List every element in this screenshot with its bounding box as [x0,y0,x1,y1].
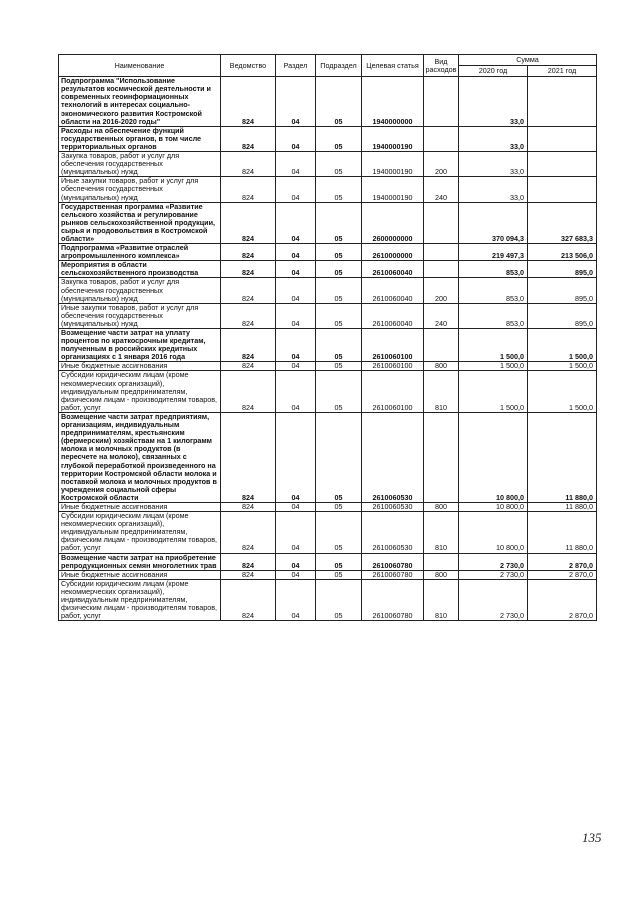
cell-name: Иные бюджетные ассигнования [59,362,221,371]
cell-dept: 824 [221,553,276,570]
cell-section: 04 [276,278,316,303]
cell-name: Субсидии юридическим лицам (кроме некоммерческих организаций), индивидуальным предпринимателям, физическим лицам - производителям товаров, работ, услуг [59,512,221,553]
cell-section: 04 [276,244,316,261]
cell-kind: 800 [424,362,459,371]
cell-2021 [528,152,597,177]
cell-target: 2610060100 [362,371,424,412]
cell-subsection: 05 [316,579,362,620]
cell-subsection: 05 [316,412,362,502]
cell-2020: 2 730,0 [459,570,528,579]
cell-name: Иные бюджетные ассигнования [59,570,221,579]
cell-dept: 824 [221,77,276,127]
cell-section: 04 [276,177,316,202]
table-row [59,329,597,362]
cell-dept: 824 [221,126,276,151]
cell-2021: 895,0 [528,261,597,278]
cell-2020: 1 500,0 [459,362,528,371]
cell-subsection: 05 [316,77,362,127]
cell-2020: 33,0 [459,126,528,151]
table-row [59,553,597,570]
cell-2020: 2 730,0 [459,579,528,620]
cell-section: 04 [276,329,316,362]
cell-target: 2610060100 [362,362,424,371]
cell-target: 2610060100 [362,329,424,362]
cell-2021 [528,177,597,202]
table-row [59,303,597,328]
cell-2021: 895,0 [528,303,597,328]
cell-section: 04 [276,202,316,243]
cell-target: 1940000190 [362,177,424,202]
cell-2020: 1 500,0 [459,371,528,412]
table-row [59,77,597,127]
header-name: Наименование [59,55,221,77]
cell-subsection: 05 [316,126,362,151]
cell-subsection: 05 [316,244,362,261]
cell-2020: 33,0 [459,152,528,177]
cell-kind: 810 [424,512,459,553]
cell-2020: 10 800,0 [459,502,528,511]
table-row [59,512,597,553]
header-sum: Сумма [459,55,597,66]
header-2020: 2020 год [459,66,528,77]
cell-target: 2610060530 [362,502,424,511]
cell-section: 04 [276,362,316,371]
cell-subsection: 05 [316,502,362,511]
cell-2020: 2 730,0 [459,553,528,570]
cell-kind: 240 [424,303,459,328]
cell-kind [424,244,459,261]
cell-section: 04 [276,261,316,278]
cell-dept: 824 [221,502,276,511]
cell-subsection: 05 [316,512,362,553]
cell-kind [424,126,459,151]
cell-subsection: 05 [316,553,362,570]
table-body [59,77,597,621]
table-row [59,152,597,177]
cell-section: 04 [276,303,316,328]
cell-2021: 1 500,0 [528,362,597,371]
cell-target: 2610060040 [362,278,424,303]
cell-dept: 824 [221,303,276,328]
cell-dept: 824 [221,244,276,261]
cell-2021: 1 500,0 [528,329,597,362]
cell-section: 04 [276,579,316,620]
cell-section: 04 [276,502,316,511]
cell-target: 2610000000 [362,244,424,261]
table-row [59,126,597,151]
cell-target: 2610060040 [362,261,424,278]
cell-dept: 824 [221,412,276,502]
cell-section: 04 [276,553,316,570]
cell-subsection: 05 [316,278,362,303]
cell-name: Возмещение части затрат на приобретение репродукционных семян многолетних трав [59,553,221,570]
table-row [59,244,597,261]
cell-name: Подпрограмма "Использование результатов космической деятельности и современных геоинформационных технологий в интересах социально-экономического развития Костромской области на 2016-2020 годы" [59,77,221,127]
table-row [59,202,597,243]
cell-2021: 11 880,0 [528,502,597,511]
header-kind: Вид расходов [424,55,459,77]
cell-dept: 824 [221,152,276,177]
cell-kind [424,261,459,278]
cell-dept: 824 [221,579,276,620]
cell-subsection: 05 [316,362,362,371]
cell-name: Субсидии юридическим лицам (кроме некоммерческих организаций), индивидуальным предпринимателям, физическим лицам - производителям товаров, работ, услуг [59,371,221,412]
header-2021: 2021 год [528,66,597,77]
cell-name: Закупка товаров, работ и услуг для обеспечения государственных (муниципальных) нужд [59,152,221,177]
cell-name: Иные закупки товаров, работ и услуг для обеспечения государственных (муниципальных) нужд [59,303,221,328]
cell-target: 2610060530 [362,512,424,553]
cell-kind [424,553,459,570]
cell-2021 [528,77,597,127]
cell-2020: 370 094,3 [459,202,528,243]
cell-2020: 853,0 [459,303,528,328]
cell-target: 2610060040 [362,303,424,328]
cell-kind: 200 [424,278,459,303]
cell-kind: 800 [424,502,459,511]
cell-kind [424,77,459,127]
table-row [59,371,597,412]
cell-target: 2610060780 [362,579,424,620]
cell-kind [424,412,459,502]
cell-2021: 2 870,0 [528,570,597,579]
cell-2020: 10 800,0 [459,412,528,502]
cell-dept: 824 [221,512,276,553]
cell-section: 04 [276,512,316,553]
cell-target: 1940000190 [362,126,424,151]
cell-name: Субсидии юридическим лицам (кроме некоммерческих организаций), индивидуальным предпринимателям, физическим лицам - производителям товаров, работ, услуг [59,579,221,620]
cell-name: Подпрограмма «Развитие отраслей агропромышленного комплекса» [59,244,221,261]
cell-2021: 2 870,0 [528,553,597,570]
cell-2021: 11 880,0 [528,412,597,502]
cell-dept: 824 [221,177,276,202]
cell-kind: 810 [424,579,459,620]
cell-subsection: 05 [316,371,362,412]
cell-section: 04 [276,126,316,151]
cell-2021: 213 506,0 [528,244,597,261]
cell-subsection: 05 [316,329,362,362]
header-subsection: Подраздел [316,55,362,77]
table-row [59,278,597,303]
cell-kind [424,329,459,362]
cell-subsection: 05 [316,261,362,278]
cell-dept: 824 [221,202,276,243]
cell-name: Расходы на обеспечение функций государственных органов, в том числе территориальных органов [59,126,221,151]
cell-dept: 824 [221,371,276,412]
cell-subsection: 05 [316,177,362,202]
cell-name: Государственная программа «Развитие сельского хозяйства и регулирование рынков сельскохозяйственной продукции, сырья и продовольствия в Костромской области» [59,202,221,243]
cell-section: 04 [276,77,316,127]
cell-name: Возмещение части затрат предприятиям, организациям, индивидуальным предпринимателям, крестьянским (фермерским) хозяйствам на 1 килограмм молока и молочных продуктов (в пересчете на молоко), связанных с глубокой переработкой произведенного на территории Костромской области молока и поставкой молока и молочных продуктов в учреждения социальной сферы Костромской области [59,412,221,502]
budget-table [58,54,597,621]
cell-2021: 1 500,0 [528,371,597,412]
cell-2020: 10 800,0 [459,512,528,553]
cell-name: Иные закупки товаров, работ и услуг для обеспечения государственных (муниципальных) нужд [59,177,221,202]
cell-2021: 11 880,0 [528,512,597,553]
cell-section: 04 [276,371,316,412]
cell-2020: 853,0 [459,278,528,303]
cell-2021: 2 870,0 [528,579,597,620]
table-row [59,570,597,579]
cell-name: Закупка товаров, работ и услуг для обеспечения государственных (муниципальных) нужд [59,278,221,303]
cell-subsection: 05 [316,570,362,579]
table-header [59,55,597,77]
cell-subsection: 05 [316,303,362,328]
cell-target: 2610060530 [362,412,424,502]
cell-name: Мероприятия в области сельскохозяйственного производства [59,261,221,278]
header-section: Раздел [276,55,316,77]
table-row [59,177,597,202]
cell-dept: 824 [221,329,276,362]
cell-2021 [528,126,597,151]
cell-dept: 824 [221,362,276,371]
cell-kind: 810 [424,371,459,412]
cell-2021: 327 683,3 [528,202,597,243]
cell-2020: 33,0 [459,177,528,202]
cell-2020: 853,0 [459,261,528,278]
cell-2021: 895,0 [528,278,597,303]
cell-section: 04 [276,412,316,502]
cell-2020: 33,0 [459,77,528,127]
cell-target: 2610060780 [362,570,424,579]
table-row [59,412,597,502]
page-number: 135 [582,830,602,845]
cell-target: 1940000190 [362,152,424,177]
cell-target: 2610060780 [362,553,424,570]
table-row [59,261,597,278]
cell-subsection: 05 [316,152,362,177]
cell-subsection: 05 [316,202,362,243]
cell-target: 2600000000 [362,202,424,243]
cell-section: 04 [276,152,316,177]
cell-section: 04 [276,570,316,579]
cell-kind [424,202,459,243]
cell-dept: 824 [221,261,276,278]
cell-target: 1940000000 [362,77,424,127]
cell-dept: 824 [221,570,276,579]
cell-2020: 1 500,0 [459,329,528,362]
cell-kind: 800 [424,570,459,579]
header-dept: Ведомство [221,55,276,77]
cell-2020: 219 497,3 [459,244,528,261]
cell-name: Иные бюджетные ассигнования [59,502,221,511]
cell-dept: 824 [221,278,276,303]
table-row [59,579,597,620]
cell-kind: 240 [424,177,459,202]
header-target: Целевая статья [362,55,424,77]
cell-name: Возмещение части затрат на уплату процентов по краткосрочным кредитам, полученным в российских кредитных организациях с 1 января 2016 года [59,329,221,362]
cell-kind: 200 [424,152,459,177]
